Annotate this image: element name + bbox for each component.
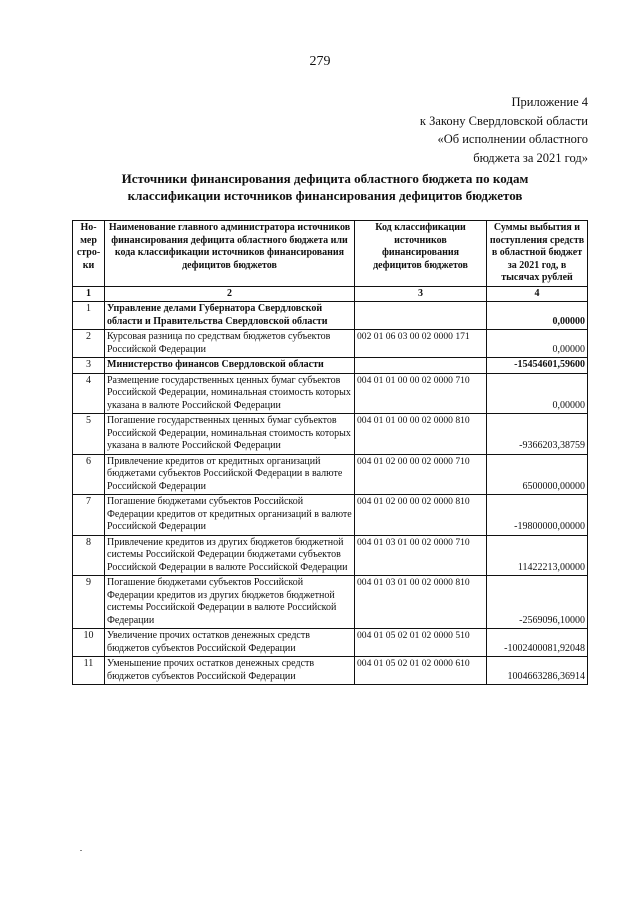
table-row [73,454,588,495]
row-sum: -19800000,00000 [487,495,588,536]
row-name: Размещение государственных ценных бумаг субъектов Российской Федерации, номинальная стоимость которых указана в валюте Российской Федерации [105,373,355,414]
appendix-line: к Закону Свердловской области [419,113,588,128]
column-number-row [73,286,588,302]
row-number: 7 [73,495,105,536]
row-code: 004 01 03 01 00 02 0000 710 [355,535,487,576]
row-sum: -2569096,10000 [487,576,588,629]
row-code [355,302,487,330]
row-code: 004 01 02 00 00 02 0000 810 [355,495,487,536]
row-sum: 0,00000 [487,302,588,330]
column-number: 2 [105,286,355,302]
row-code [355,358,487,374]
row-sum: 6500000,00000 [487,454,588,495]
row-number: 1 [73,302,105,330]
table-row [73,535,588,576]
row-code: 002 01 06 03 00 02 0000 171 [355,330,487,358]
table-row [73,358,588,374]
row-name: Погашение бюджетами субъектов Российской Федерации кредитов из других бюджетов бюджетной системы Российской Федерации в валюте Российской Федерации [105,576,355,629]
table-row [73,302,588,330]
row-number: 3 [73,358,105,374]
row-code: 004 01 01 00 00 02 0000 810 [355,414,487,455]
row-sum: 0,00000 [487,373,588,414]
appendix-note [420,93,588,167]
title-line: Источники финансирования дефицита областного бюджета по кодам [121,171,529,186]
row-code: 004 01 05 02 01 02 0000 510 [355,629,487,657]
table-row [73,330,588,358]
header-row-number: Но-мер стро-ки [73,221,105,287]
table-row [73,373,588,414]
header-name: Наименование главного администратора источников финансирования дефицита областного бюджета или кода классификации источников финансирования дефицитов бюджетов [105,221,355,287]
row-name: Курсовая разница по средствам бюджетов субъектов Российской Федерации [105,330,355,358]
document-title [60,170,590,204]
appendix-line: «Об исполнении областного [437,132,588,146]
table-row [73,657,588,685]
header-sum: Суммы выбытия и поступления средств в областной бюджет за 2021 год, в тысячах рублей [487,221,588,287]
row-number: 2 [73,330,105,358]
row-name: Министерство финансов Свердловской области [105,358,355,374]
row-code: 004 01 03 01 00 02 0000 810 [355,576,487,629]
row-number: 9 [73,576,105,629]
page-number: 279 [309,54,331,69]
row-name: Погашение бюджетами субъектов Российской Федерации кредитов от кредитных организаций в валюте Российской Федерации [105,495,355,536]
row-code: 004 01 02 00 00 02 0000 710 [355,454,487,495]
row-number: 8 [73,535,105,576]
row-name: Привлечение кредитов от кредитных организаций бюджетами субъектов Российской Федерации в валюте Российской Федерации [105,454,355,495]
row-name: Привлечение кредитов из других бюджетов бюджетной системы Российской Федерации бюджетами субъектов Российской Федерации в валюте Российской Федерации [105,535,355,576]
row-number: 10 [73,629,105,657]
header-code: Код классификации источников финансирования дефицитов бюджетов [355,221,487,287]
row-number: 11 [73,657,105,685]
row-code: 004 01 05 02 01 02 0000 610 [355,657,487,685]
row-sum: -1002400081,92048 [487,629,588,657]
row-name: Увеличение прочих остатков денежных средств бюджетов субъектов Российской Федерации [105,629,355,657]
appendix-line: Приложение 4 [511,95,588,109]
row-code: 004 01 01 00 00 02 0000 710 [355,373,487,414]
row-name: Управление делами Губернатора Свердловской области и Правительства Свердловской области [105,302,355,330]
row-name: Уменьшение прочих остатков денежных средств бюджетов субъектов Российской Федерации [105,657,355,685]
table-row [73,576,588,629]
table-row [73,629,588,657]
scan-speck [80,850,82,851]
row-number: 4 [73,373,105,414]
row-number: 5 [73,414,105,455]
row-sum: 1004663286,36914 [487,657,588,685]
row-sum: 0,00000 [487,330,588,358]
title-line: классификации источников финансирования дефицитов бюджетов [127,188,523,203]
row-sum: -15454601,59600 [487,358,588,374]
row-sum: -9366203,38759 [487,414,588,455]
financing-sources-table [72,220,588,685]
column-number: 1 [73,286,105,302]
row-number: 6 [73,454,105,495]
appendix-line: бюджета за 2021 год» [473,150,588,165]
table-row [73,414,588,455]
column-number: 3 [355,286,487,302]
table-row [73,495,588,536]
table-header-row [73,221,588,287]
column-number: 4 [487,286,588,302]
row-name: Погашение государственных ценных бумаг субъектов Российской Федерации, номинальная стоимость которых указана в валюте Российской Федерации [105,414,355,455]
row-sum: 11422213,00000 [487,535,588,576]
